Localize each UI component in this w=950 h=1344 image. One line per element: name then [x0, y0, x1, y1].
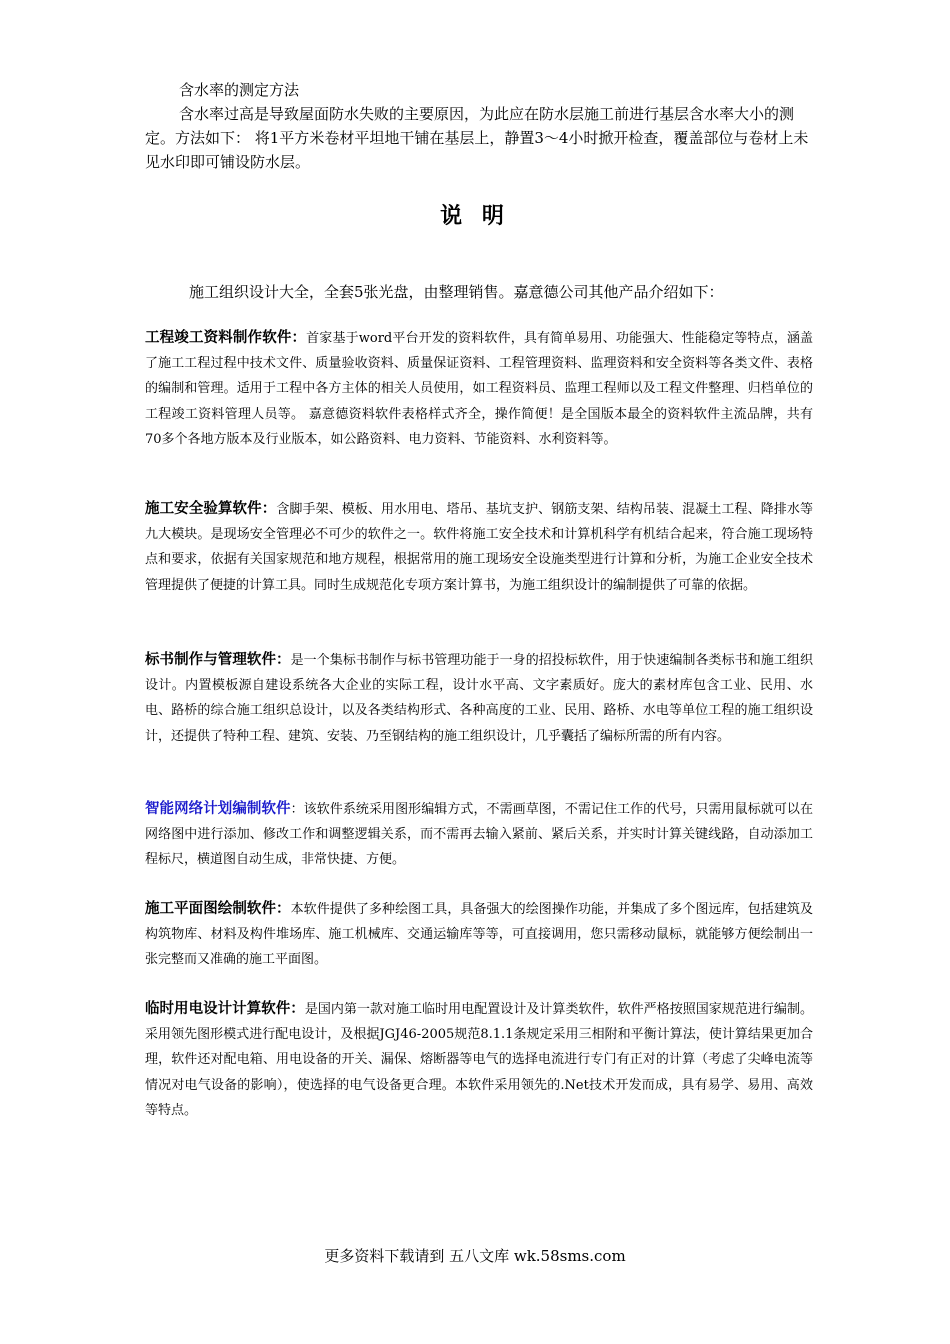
section-name: 施工安全验算软件：	[145, 501, 277, 517]
section-name: 工程竣工资料制作软件：	[145, 330, 307, 346]
page-title: 说 明	[440, 204, 510, 229]
section-text: 含脚手架、模板、用水用电、塔吊、基坑支护、钢筋支架、结构吊装、混凝土工程、降排水等九大模块。是现场安全管理必不可少的软件之一。软件将施工安全技术和计算机科学有机结合起来，符合施工现场特点和要求，依据有关国家规范和地方规程，根据常用的施工现场安全设施类型进行计算和分析，为施工企业安全技术管理提供了便捷的计算工具。同时生成规范化专项方案计算书，为施工组织设计的编制提供了可靠的依据。	[145, 502, 813, 593]
section-text: 本软件提供了多种绘图工具，具备强大的绘图操作功能，并集成了多个图远库，包括建筑及构筑物库、材料及构件堆场库、施工机械库、交通运输库等等，可直接调用，您只需移动鼠标，就能够方便绘制出一张完整而又准确的施工平面图。	[145, 902, 813, 968]
section-name: 施工平面图绘制软件：	[145, 901, 291, 917]
lead-paragraph: 施工组织设计大全，全套5张光盘，由整理销售。嘉意德公司其他产品介绍如下：	[189, 283, 724, 301]
section-text: 是国内第一款对施工临时用电配置设计及计算类软件，软件严格按照国家规范进行编制。采用领先图形模式进行配电设计，及根据JGJ46-2005规范8.1.1条规定采用三相附和平衡计算法，使计算结果更加合理，软件还对配电箱、用电设备的开关、漏保、熔断器等电气的选择电流进行专门有正对的计算（考虑了尖峰电流等情况对电气设备的影响），使选择的电气设备更合理。本软件采用领先的.Net技术开发而成，具有易学、易用、高效等特点。	[145, 1002, 813, 1118]
section-site-plan	[145, 897, 813, 973]
section-network-plan	[145, 797, 813, 873]
intro-body: 含水率过高是导致屋面防水失败的主要原因，为此应在防水层施工前进行基层含水率大小的测定。方法如下： 将1平方米卷材平坦地干铺在基层上，静置3～4小时掀开检查，覆盖部位与卷材上未见水印即可铺设防水层。	[145, 105, 809, 171]
section-text: 首家基于word平台开发的资料软件，具有简单易用、功能强大、性能稳定等特点，涵盖了施工工程过程中技术文件、质量验收资料、质量保证资料、工程管理资料、监理资料和安全资料等各类文件、表格的编制和管理。适用于工程中各方主体的相关人员使用，如工程资料员、监理工程师以及工程文件整理、归档单位的工程竣工资料管理人员等。 嘉意德资料软件表格样式齐全，操作简便！是全国版本最全的资料软件主流品牌，共有70多个各地方版本及行业版本，如公路资料、电力资料、节能资料、水利资料等。	[145, 331, 813, 447]
section-text: 是一个集标书制作与标书管理功能于一身的招投标软件，用于快速编制各类标书和施工组织设计。内置模板源自建设系统各大企业的实际工程，设计水平高、文字素质好。庞大的素材库包含工业、民用、水电、路桥的综合施工组织总设计，以及各类结构形式、各种高度的工业、民用、路桥、水电等单位工程的施工组织设计，还提供了特种工程、建筑、安装、乃至钢结构的施工组织设计，几乎囊括了编标所需的所有内容。	[145, 653, 813, 744]
section-temp-power	[145, 997, 813, 1123]
section-bid-docs	[145, 648, 813, 749]
section-name-link[interactable]: 智能网络计划编制软件	[145, 801, 291, 817]
section-text: 该软件系统采用图形编辑方式，不需画草图，不需记住工作的代号，只需用鼠标就可以在网络图中进行添加、修改工作和调整逻辑关系，而不需再去输入紧前、紧后关系，并实时计算关键线路，自动添加工程标尺，横道图自动生成，非常快捷、方便。	[145, 802, 813, 868]
section-name: 标书制作与管理软件：	[145, 652, 291, 668]
intro-heading: 含水率的测定方法	[179, 81, 300, 99]
section-safety-calc	[145, 497, 813, 598]
section-completion-docs	[145, 326, 813, 452]
section-name: 临时用电设计计算软件：	[145, 1001, 305, 1017]
intro-block	[145, 78, 810, 174]
footer-text: 更多资料下载请到 五八文库 wk.58sms.com	[324, 1247, 626, 1265]
section-separator: ：	[290, 802, 304, 817]
